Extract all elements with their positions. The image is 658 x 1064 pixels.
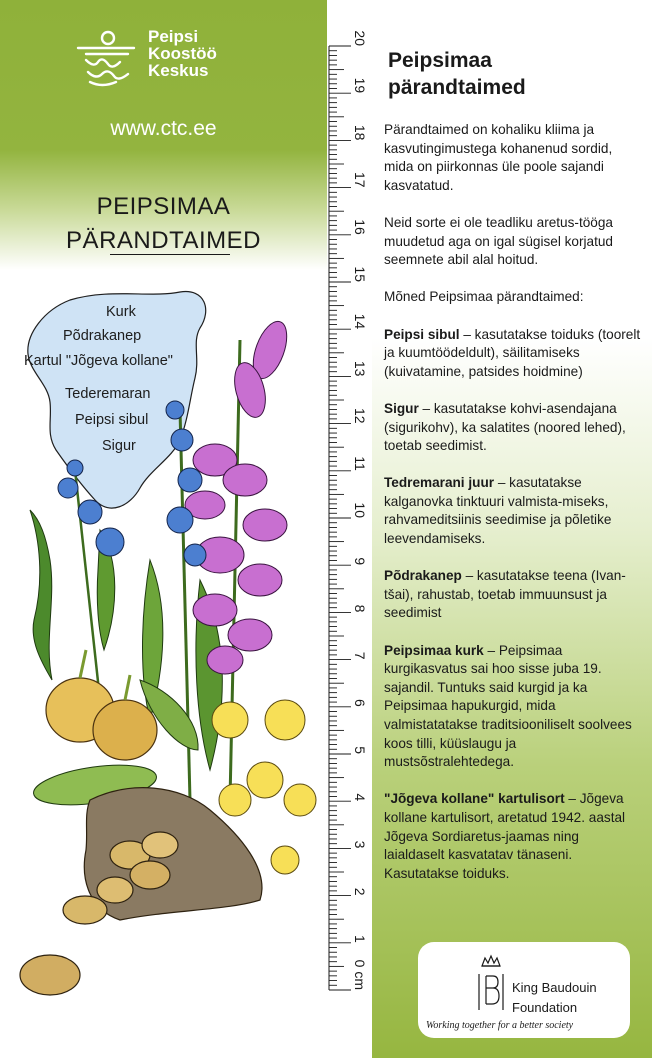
right-panel <box>372 8 652 1058</box>
ruler-number: 12 <box>352 408 368 424</box>
ruler-number: 17 <box>352 172 368 188</box>
map-label-tederemaran: Tederemaran <box>65 386 151 402</box>
ruler-number: 19 <box>352 77 368 94</box>
ruler-scale <box>327 8 372 1058</box>
sponsor-name-line-2: Foundation <box>512 1000 578 1015</box>
ruler-number: 3 <box>352 840 368 849</box>
paragraph-tedremaran <box>384 474 642 548</box>
right-title <box>388 47 526 101</box>
paragraph-9-bold: "Jõgeva kollane" kartulisort <box>384 791 565 807</box>
paragraph-sigur <box>384 400 642 456</box>
map-label-kurk: Kurk <box>106 304 136 320</box>
ruler-number: 20 <box>352 30 368 46</box>
paragraph-5-text: – kasutatakse kohvi-asendajana (sigurikohv), ka salatites (noored lehed), toetab seedimist. <box>384 400 626 454</box>
paragraph-3-text: Mõned Peipsimaa pärandtaimed: <box>384 289 584 305</box>
ruler-number: 15 <box>352 266 368 282</box>
king-baudouin-crest-icon <box>476 954 506 1012</box>
paragraph-podrakanep <box>384 567 642 623</box>
left-title <box>0 190 327 258</box>
onions <box>46 650 157 760</box>
paragraph-7-bold: Põdrakanep <box>384 568 462 584</box>
sponsor-name <box>512 978 597 1018</box>
ctc-logo-icon <box>72 28 142 92</box>
left-panel <box>0 0 327 1064</box>
ruler-number: 5 <box>352 746 368 754</box>
ruler-number: 9 <box>352 557 368 566</box>
paragraph-1-text: Pärandtaimed on kohaliku kliima ja kasvutingimustega kohanenud sordid, mida on piirkonnas üle poole sajandi kasvatatud. <box>384 122 613 193</box>
paragraph-3 <box>384 288 642 307</box>
ruler-number: 4 <box>352 793 368 802</box>
ruler-number: 16 <box>352 219 368 235</box>
paragraph-9-text: – Jõgeva kollane kartulisort, aretatud 1942. aastal Jõgeva Sordiaretus-jaamas ning laialdaselt kasvatatav tänaseni. Kasutatakse toiduks. <box>384 791 626 881</box>
ctc-logo <box>72 28 262 92</box>
map-label-podrakanep: Põdrakanep <box>63 328 142 344</box>
sponsor-name-line-1: King Baudouin <box>512 980 597 995</box>
left-title-line-1: PEIPSIMAA <box>96 193 231 220</box>
ruler-number: 1 <box>352 935 368 943</box>
map-label-sigur: Sigur <box>102 438 136 454</box>
logo-line-1: Peipsi <box>148 27 199 46</box>
sigur-leaf <box>30 510 52 680</box>
paragraph-1 <box>384 121 642 195</box>
paragraph-8-text: – Peipsimaa kurgikasvatus sai hoo sisse juba 19. sajandil. Tuntuks said kurgid ja ka Peipsimaa hapukurgid, mida valmistatatakse traditsiooniliselt soolvees koos tilli, küüslaugu ja mustsõstralehtedega. <box>384 642 632 770</box>
website-link[interactable]: www.ctc.ee <box>110 117 217 140</box>
paragraph-8-bold: Peipsimaa kurk <box>384 642 484 658</box>
paragraph-7-text: – kasutatakse teena (Ivan-tšai), rahustab, toetab immuunsust ja seedimist <box>384 568 626 621</box>
centimeter-ruler <box>327 8 372 1058</box>
sponsor-tagline: Working together for a better society <box>426 1020 574 1031</box>
ctc-logo-text <box>148 28 217 79</box>
ruler-number: 0 cm <box>352 959 368 990</box>
sponsor-logo-box <box>418 942 630 1038</box>
right-title-line-1: Peipsimaa <box>388 49 492 72</box>
potato-sack <box>20 788 262 995</box>
ruler-number: 2 <box>352 887 368 896</box>
logo-line-2: Koostöö <box>148 44 217 63</box>
ruler-number: 7 <box>352 651 368 660</box>
paragraph-2 <box>384 214 642 270</box>
ruler-number: 14 <box>352 313 368 330</box>
ruler-number: 10 <box>352 502 368 518</box>
ruler-number: 13 <box>352 360 368 377</box>
paragraph-kartul <box>384 790 642 883</box>
ruler-number: 8 <box>352 604 368 613</box>
ruler-number: 18 <box>352 124 368 141</box>
logo-line-3: Keskus <box>148 61 209 80</box>
map-label-kartul: Kartul "Jõgeva kollane" <box>24 353 173 369</box>
right-title-line-2: pärandtaimed <box>388 76 526 99</box>
plants-illustration <box>0 280 327 1064</box>
ruler-number: 6 <box>352 699 368 707</box>
title-underline <box>110 254 230 255</box>
paragraph-4-text: – kasutatakse toiduks (toorelt ja kuumtöödeldult), säilitamiseks (kuivatamine, patsides hoidmine) <box>384 326 641 379</box>
fireweed-flowers <box>185 317 293 674</box>
paragraph-4-bold: Peipsi sibul <box>384 326 460 342</box>
ruler-number: 11 <box>352 456 368 471</box>
paragraph-6-text: – kasutatakse kalganovka tinktuuri valmista-miseks, rahvameditsiinis seedimise ja põletike leevendamiseks. <box>384 475 612 547</box>
right-body-text <box>384 121 642 902</box>
left-title-line-2: PÄRANDTAIMED <box>66 227 261 254</box>
paragraph-kurk <box>384 642 642 772</box>
map-label-peipsi-sibul: Peipsi sibul <box>75 412 149 428</box>
paragraph-6-bold: Tedremarani juur <box>384 475 495 491</box>
paragraph-peipsi-sibul <box>384 326 642 382</box>
paragraph-2-text: Neid sorte ei ole teadliku aretus-tööga muudetud aga on igal sügisel korjatud seemnete abil alal hoitud. <box>384 214 613 268</box>
paragraph-5-bold: Sigur <box>384 400 419 416</box>
